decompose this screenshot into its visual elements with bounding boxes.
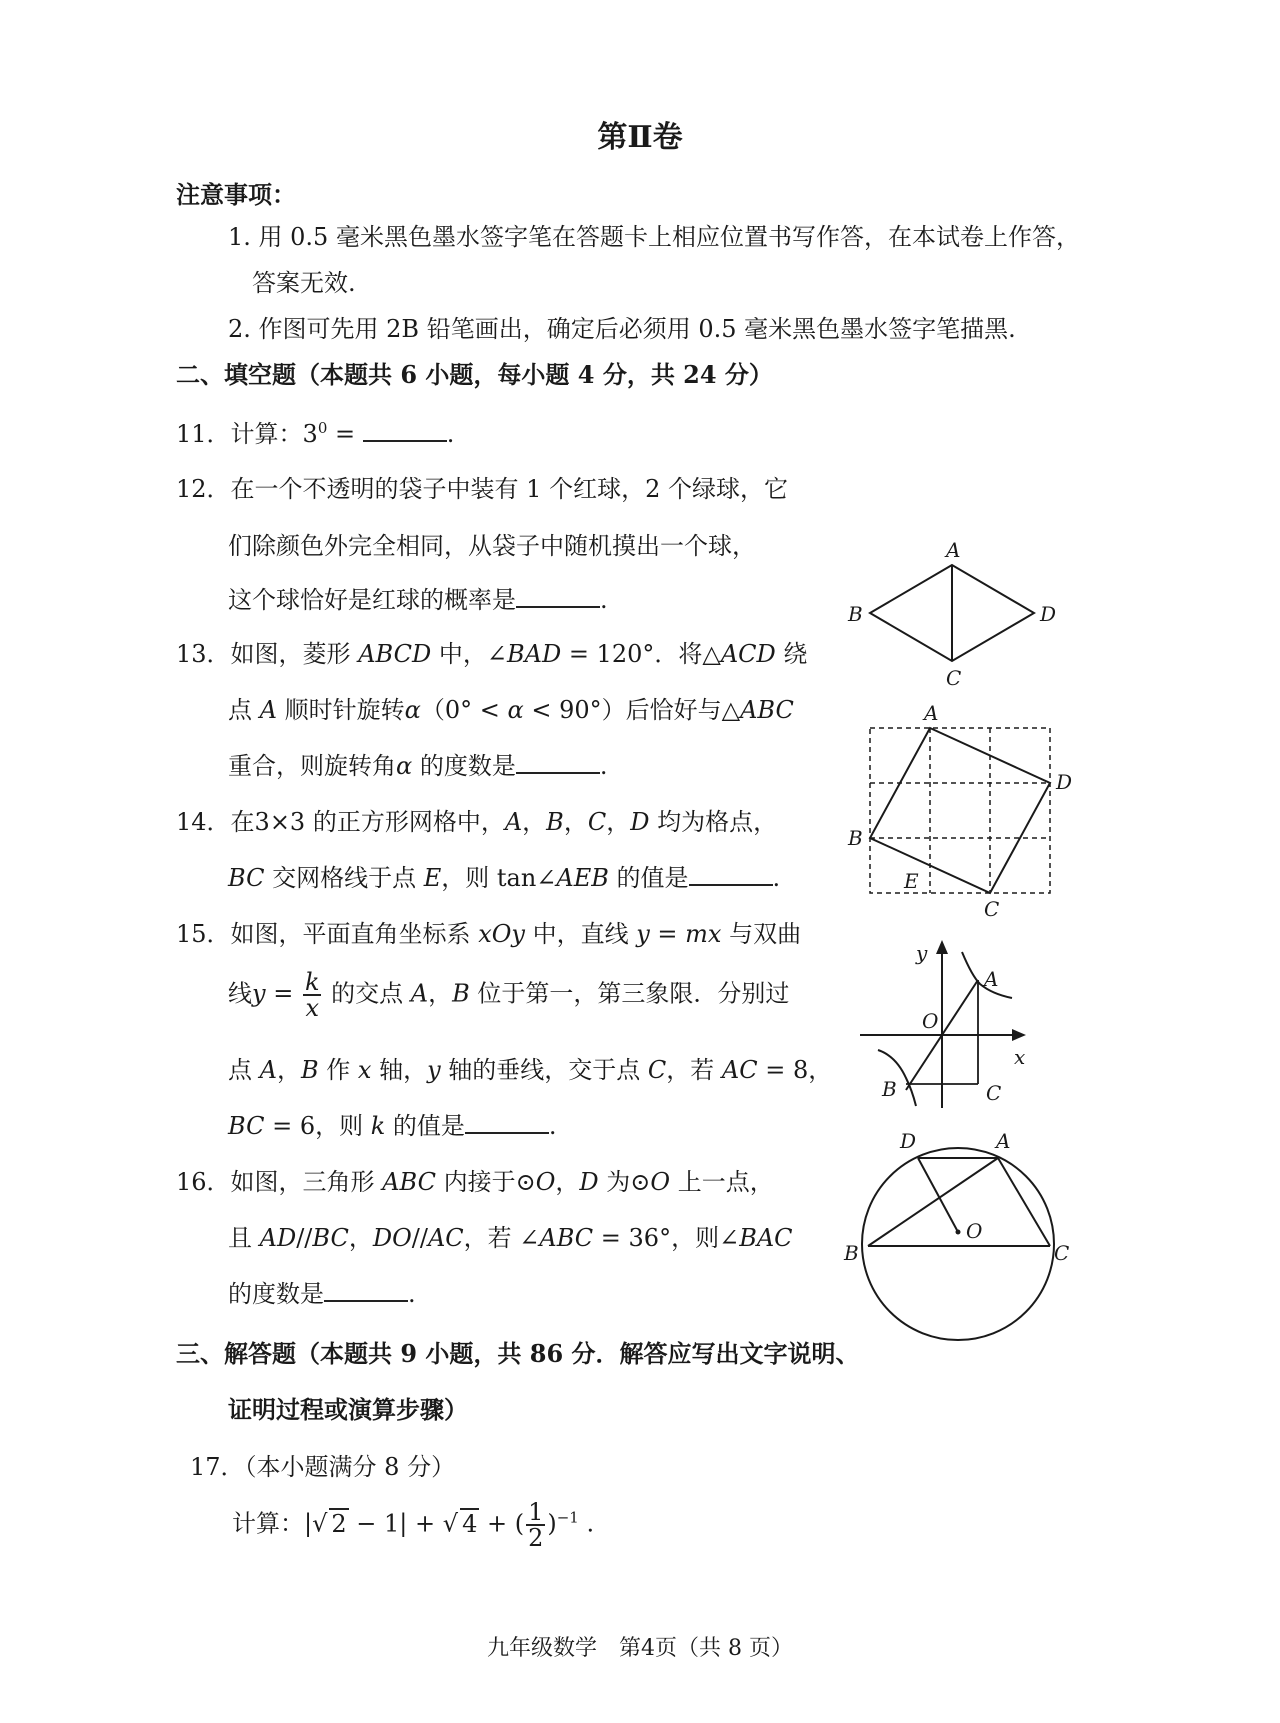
segment-do <box>918 1158 958 1232</box>
circle-o <box>862 1148 1054 1340</box>
label-c: C <box>946 666 962 690</box>
label-b: B <box>844 1241 859 1265</box>
label-c: C <box>986 1081 1002 1105</box>
label-b: B <box>848 602 863 626</box>
chord-ac <box>998 1158 1050 1246</box>
notes-heading: 注意事项： <box>176 180 296 209</box>
label-a: A <box>996 1129 1011 1153</box>
answer-blank <box>689 862 773 886</box>
question-12-line-3: 这个球恰好是红球的概率是 . <box>228 586 608 614</box>
question-number: 15． <box>176 920 231 948</box>
label-c: C <box>984 897 1000 921</box>
label-d: D <box>1056 770 1073 794</box>
question-17-expression: 计算：|√ 2 − 1| + √ 4 + ( $\frac{1}{2}$ )$^{-1}$ . <box>232 1498 595 1552</box>
quadrilateral-abcd <box>870 728 1050 893</box>
section-3-heading-line-1: 三、解答题（本题共 9 小题，共 86 分．解答应写出文字说明、 <box>176 1339 860 1368</box>
figure-rhombus <box>840 535 1060 695</box>
answer-blank <box>363 418 447 442</box>
fraction-one-half: $\frac{1}{2}$ <box>528 1498 544 1552</box>
label-a: A <box>946 538 961 562</box>
sqrt-icon: √ <box>442 1509 459 1538</box>
y-axis-arrow-icon <box>936 940 948 954</box>
section-2-heading: 二、填空题（本题共 6 小题，每小题 4 分，共 24 分） <box>176 360 773 389</box>
label-d: D <box>1040 602 1057 626</box>
question-13-line-3: 重合，则旋转角α 的度数是 . <box>228 752 608 780</box>
question-11: 11．计算：$3^0$ = . <box>176 419 455 448</box>
question-13-line-1: 13．如图，菱形 ABCD 中，∠BAD = 120°．将△ACD 绕 <box>176 640 808 668</box>
section-3-heading-line-2: 证明过程或演算步骤） <box>228 1395 468 1424</box>
fraction-k-over-x: $\frac{k}{x}$ <box>304 968 320 1022</box>
question-16-line-2: 且 AD//BC，DO//AC，若 ∠ABC = 36°，则∠BAC <box>228 1224 793 1252</box>
question-number: 13． <box>176 640 231 668</box>
question-15-line-3: 点 A，B 作 x 轴，y 轴的垂线，交于点 C，若 AC = 8， <box>228 1056 833 1084</box>
answer-blank <box>324 1278 408 1302</box>
note-2: 2. 作图可先用 2B 铅笔画出，确定后必须用 0.5 毫米黑色墨水签字笔描黑. <box>228 315 1016 343</box>
figure-coordinate-plane <box>850 930 1050 1115</box>
label-a: A <box>984 967 999 991</box>
question-16-line-3: 的度数是 . <box>228 1280 416 1308</box>
label-e: E <box>904 869 919 893</box>
question-15-line-4: BC = 6，则 k 的值是 . <box>228 1112 557 1140</box>
question-12-line-1: 12．在一个不透明的袋子中装有 1 个红球，2 个绿球，它 <box>176 475 788 503</box>
answer-blank <box>516 750 600 774</box>
question-number: 11． <box>176 420 231 448</box>
figure-grid <box>840 700 1073 930</box>
page-title: 第Ⅱ卷 <box>597 120 683 155</box>
question-number: 14． <box>176 808 231 836</box>
label-c: C <box>1054 1241 1070 1265</box>
grid-lines <box>870 728 1050 893</box>
note-1-line-1: 1. 用 0.5 毫米黑色墨水签字笔在答题卡上相应位置书写作答，在本试卷上作答， <box>228 223 1080 251</box>
label-x: x <box>1014 1045 1026 1069</box>
center-point <box>956 1230 961 1235</box>
x-axis-arrow-icon <box>1012 1029 1026 1041</box>
note-1-line-2: 答案无效. <box>252 269 356 297</box>
label-d: D <box>900 1129 917 1153</box>
label-o: O <box>966 1219 983 1243</box>
question-13-line-2: 点 A 顺时针旋转α（0° < α < 90°）后恰好与△ABC <box>228 696 794 724</box>
label-o: O <box>922 1009 939 1033</box>
question-14-line-1: 14．在3×3 的正方形网格中，A，B，C，D 均为格点， <box>176 808 778 836</box>
figure-circle <box>840 1120 1080 1340</box>
question-number: 16． <box>176 1168 231 1196</box>
question-14-line-2: BC 交网格线于点 E，则 tan∠AEB 的值是 . <box>228 864 781 892</box>
answer-blank <box>516 584 600 608</box>
answer-blank <box>465 1110 549 1134</box>
label-b: B <box>848 826 863 850</box>
question-17-heading: 17．（本小题满分 8 分） <box>190 1453 456 1481</box>
question-number: 12． <box>176 475 231 503</box>
question-number: 17． <box>190 1453 245 1481</box>
question-12-line-2: 们除颜色外完全相同，从袋子中随机摸出一个球， <box>228 532 756 560</box>
page-footer: 九年级数学 第4页（共 8 页） <box>487 1636 793 1661</box>
label-b: B <box>882 1077 897 1101</box>
sqrt-icon: √ <box>312 1509 328 1538</box>
question-15-line-2: 线y = $\frac{k}{x}$ 的交点 A，B 位于第一，第三象限．分别过 <box>228 968 790 1022</box>
label-a: A <box>924 701 939 725</box>
question-16-line-1: 16．如图，三角形 ABC 内接于⊙O，D 为⊙O 上一点， <box>176 1168 774 1196</box>
question-15-line-1: 15．如图，平面直角坐标系 xOy 中，直线 y = mx 与双曲 <box>176 920 802 948</box>
label-y: y <box>916 941 928 965</box>
